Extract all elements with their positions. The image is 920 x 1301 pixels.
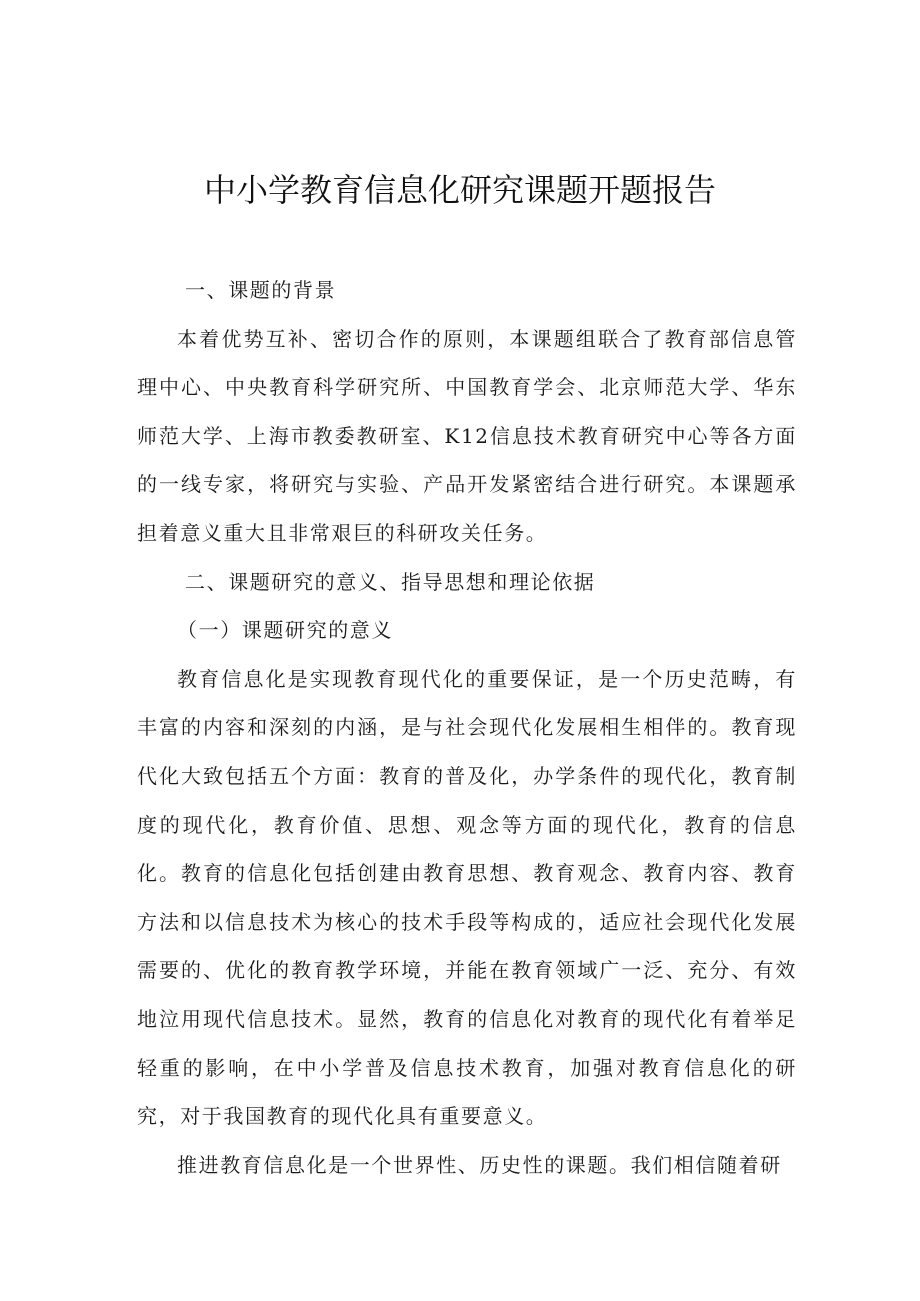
subsection-heading-significance: （一）课题研究的意义 [177, 618, 393, 643]
paragraph-significance: 教育信息化是实现教育现代化的重要保证，是一个历史范畴，有丰富的内容和深刻的内涵，是与社会现代化发展相生相伴的。教育现代化大致包括五个方面：教育的普及化，办学条件的现代化，教育制度的现代化，教育价值、思想、观念等方面的现代化，教育的信息化。教育的信息化包括创建由教育思想、教育观念、教育内容、教育方法和以信息技术为核心的技术手段等构成的，适应社会现代化发展需要的、优化的教育教学环境，并能在教育领域广一泛、充分、有效地泣用现代信息技术。显然，教育的信息化对教育的现代化有着举足轻重的影响，在中小学普及信息技术教育，加强对教育信息化的研究，对于我国教育的现代化具有重要意义。 [137, 666, 797, 1129]
section-heading-background: 一、课题的背景 [185, 278, 337, 302]
paragraph-promotion: 推进教育信息化是一个世界性、历史性的课题。我们相信随着研 [177, 1152, 782, 1177]
section-heading-significance: 二、课题研究的意义、指导思想和理论依据 [185, 569, 596, 594]
paragraph-background: 本着优势互补、密切合作的原则，本课题组联合了教育部信息管理中心、中央教育科学研究所、中国教育学会、北京师范大学、华东师范大学、上海市教委教研室、K12信息技术教育研究中心等各方面的一线专家，将研究与实验、产品开发紧密结合进行研究。本课题承担着意义重大且非常艰巨的科研攻关任务。 [137, 326, 797, 545]
document-body [137, 266, 797, 1189]
document-title: 中小学教育信息化研究课题开题报告 [203, 171, 716, 209]
